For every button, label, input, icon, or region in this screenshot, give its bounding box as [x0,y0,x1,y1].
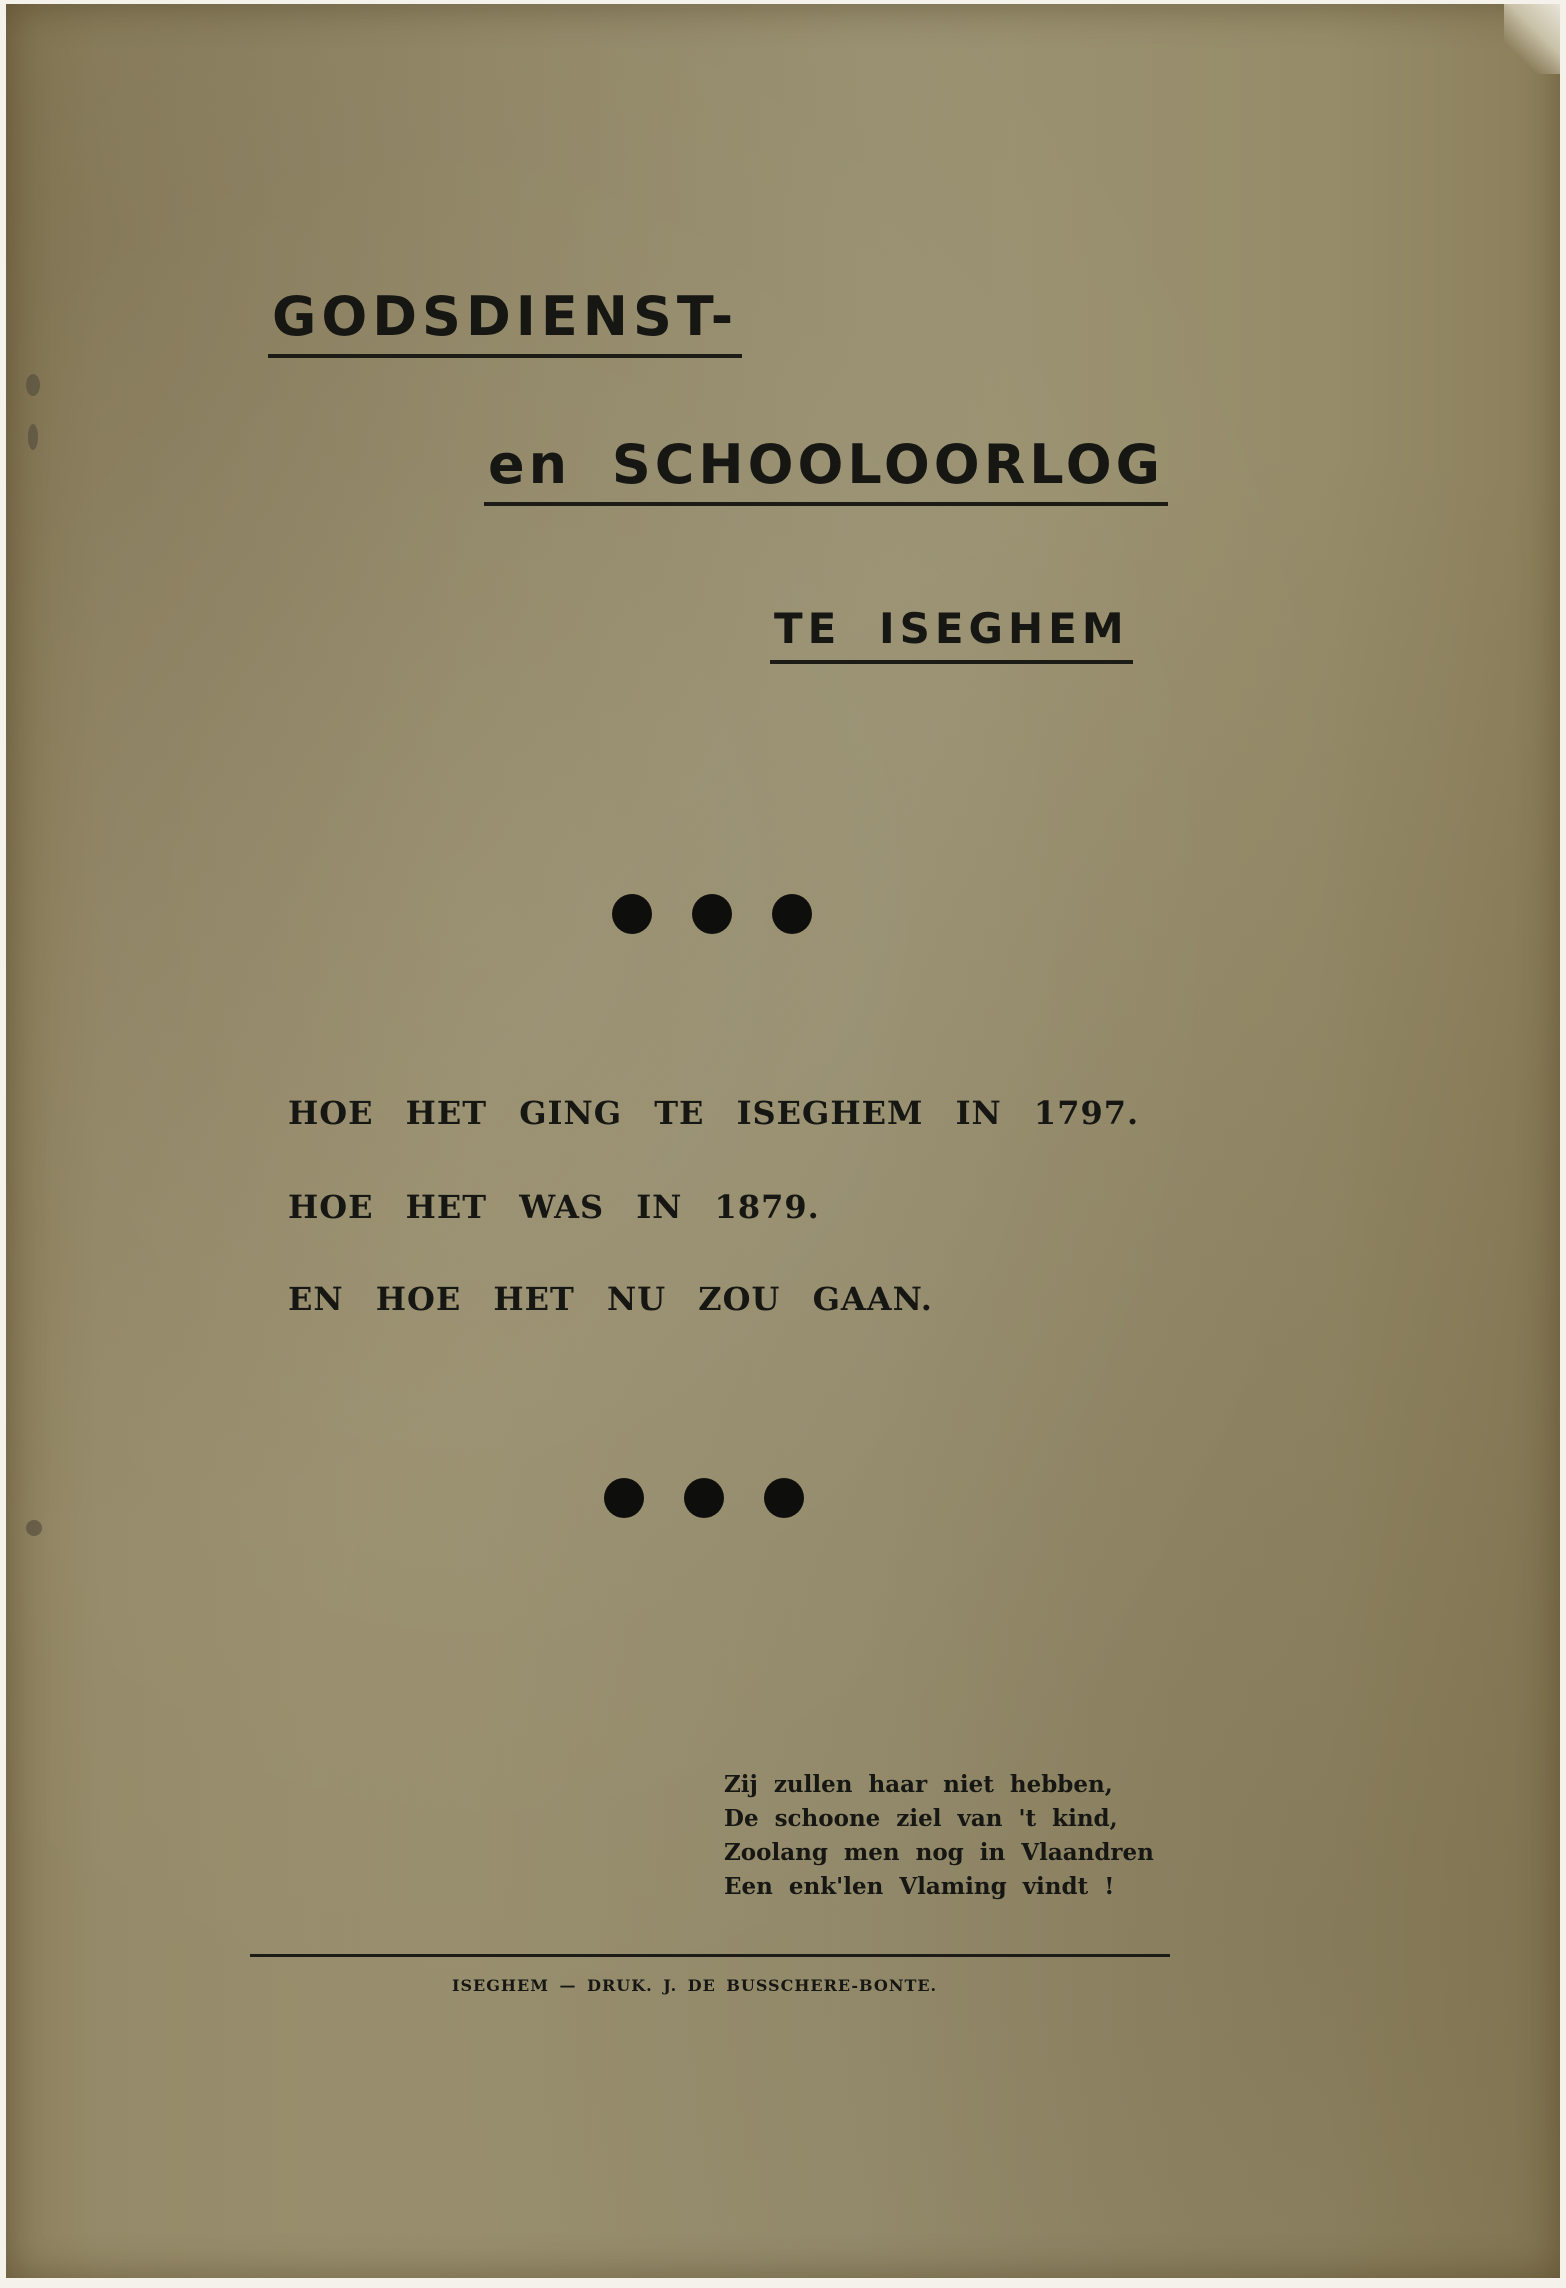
title-line-2: en SCHOOLOORLOG [484,438,1168,506]
heading-now: EN HOE HET NU ZOU GAAN. [288,1280,933,1318]
divider-rule [250,1954,1170,1957]
title-line-3: TE ISEGHEM [770,608,1133,664]
folded-corner [1504,4,1560,74]
ornament-dot [764,1478,804,1518]
ornament-dot [604,1478,644,1518]
punch-hole [26,374,40,396]
epigraph-poem [724,1768,1154,1904]
poem-line: Een enk'len Vlaming vindt ! [724,1873,1115,1900]
ornament-dot [772,894,812,934]
poem-line: Zoolang men nog in Vlaandren [724,1839,1154,1866]
ornament-dot [692,894,732,934]
poem-line: De schoone ziel van 't kind, [724,1805,1118,1832]
ornament-dot [612,894,652,934]
heading-1879: HOE HET WAS IN 1879. [288,1188,820,1226]
title-line-1: GODSDIENST- [268,290,742,358]
poem-line: Zij zullen haar niet hebben, [724,1771,1113,1798]
heading-1797: HOE HET GING TE ISEGHEM IN 1797. [288,1094,1140,1132]
punch-hole [28,424,38,450]
ornament-dots-top [612,894,812,934]
punch-hole [26,1520,42,1536]
printer-imprint: ISEGHEM — DRUK. J. DE BUSSCHERE-BONTE. [452,1976,938,1995]
booklet-cover [6,4,1560,2278]
ornament-dot [684,1478,724,1518]
ornament-dots-bottom [604,1478,804,1518]
